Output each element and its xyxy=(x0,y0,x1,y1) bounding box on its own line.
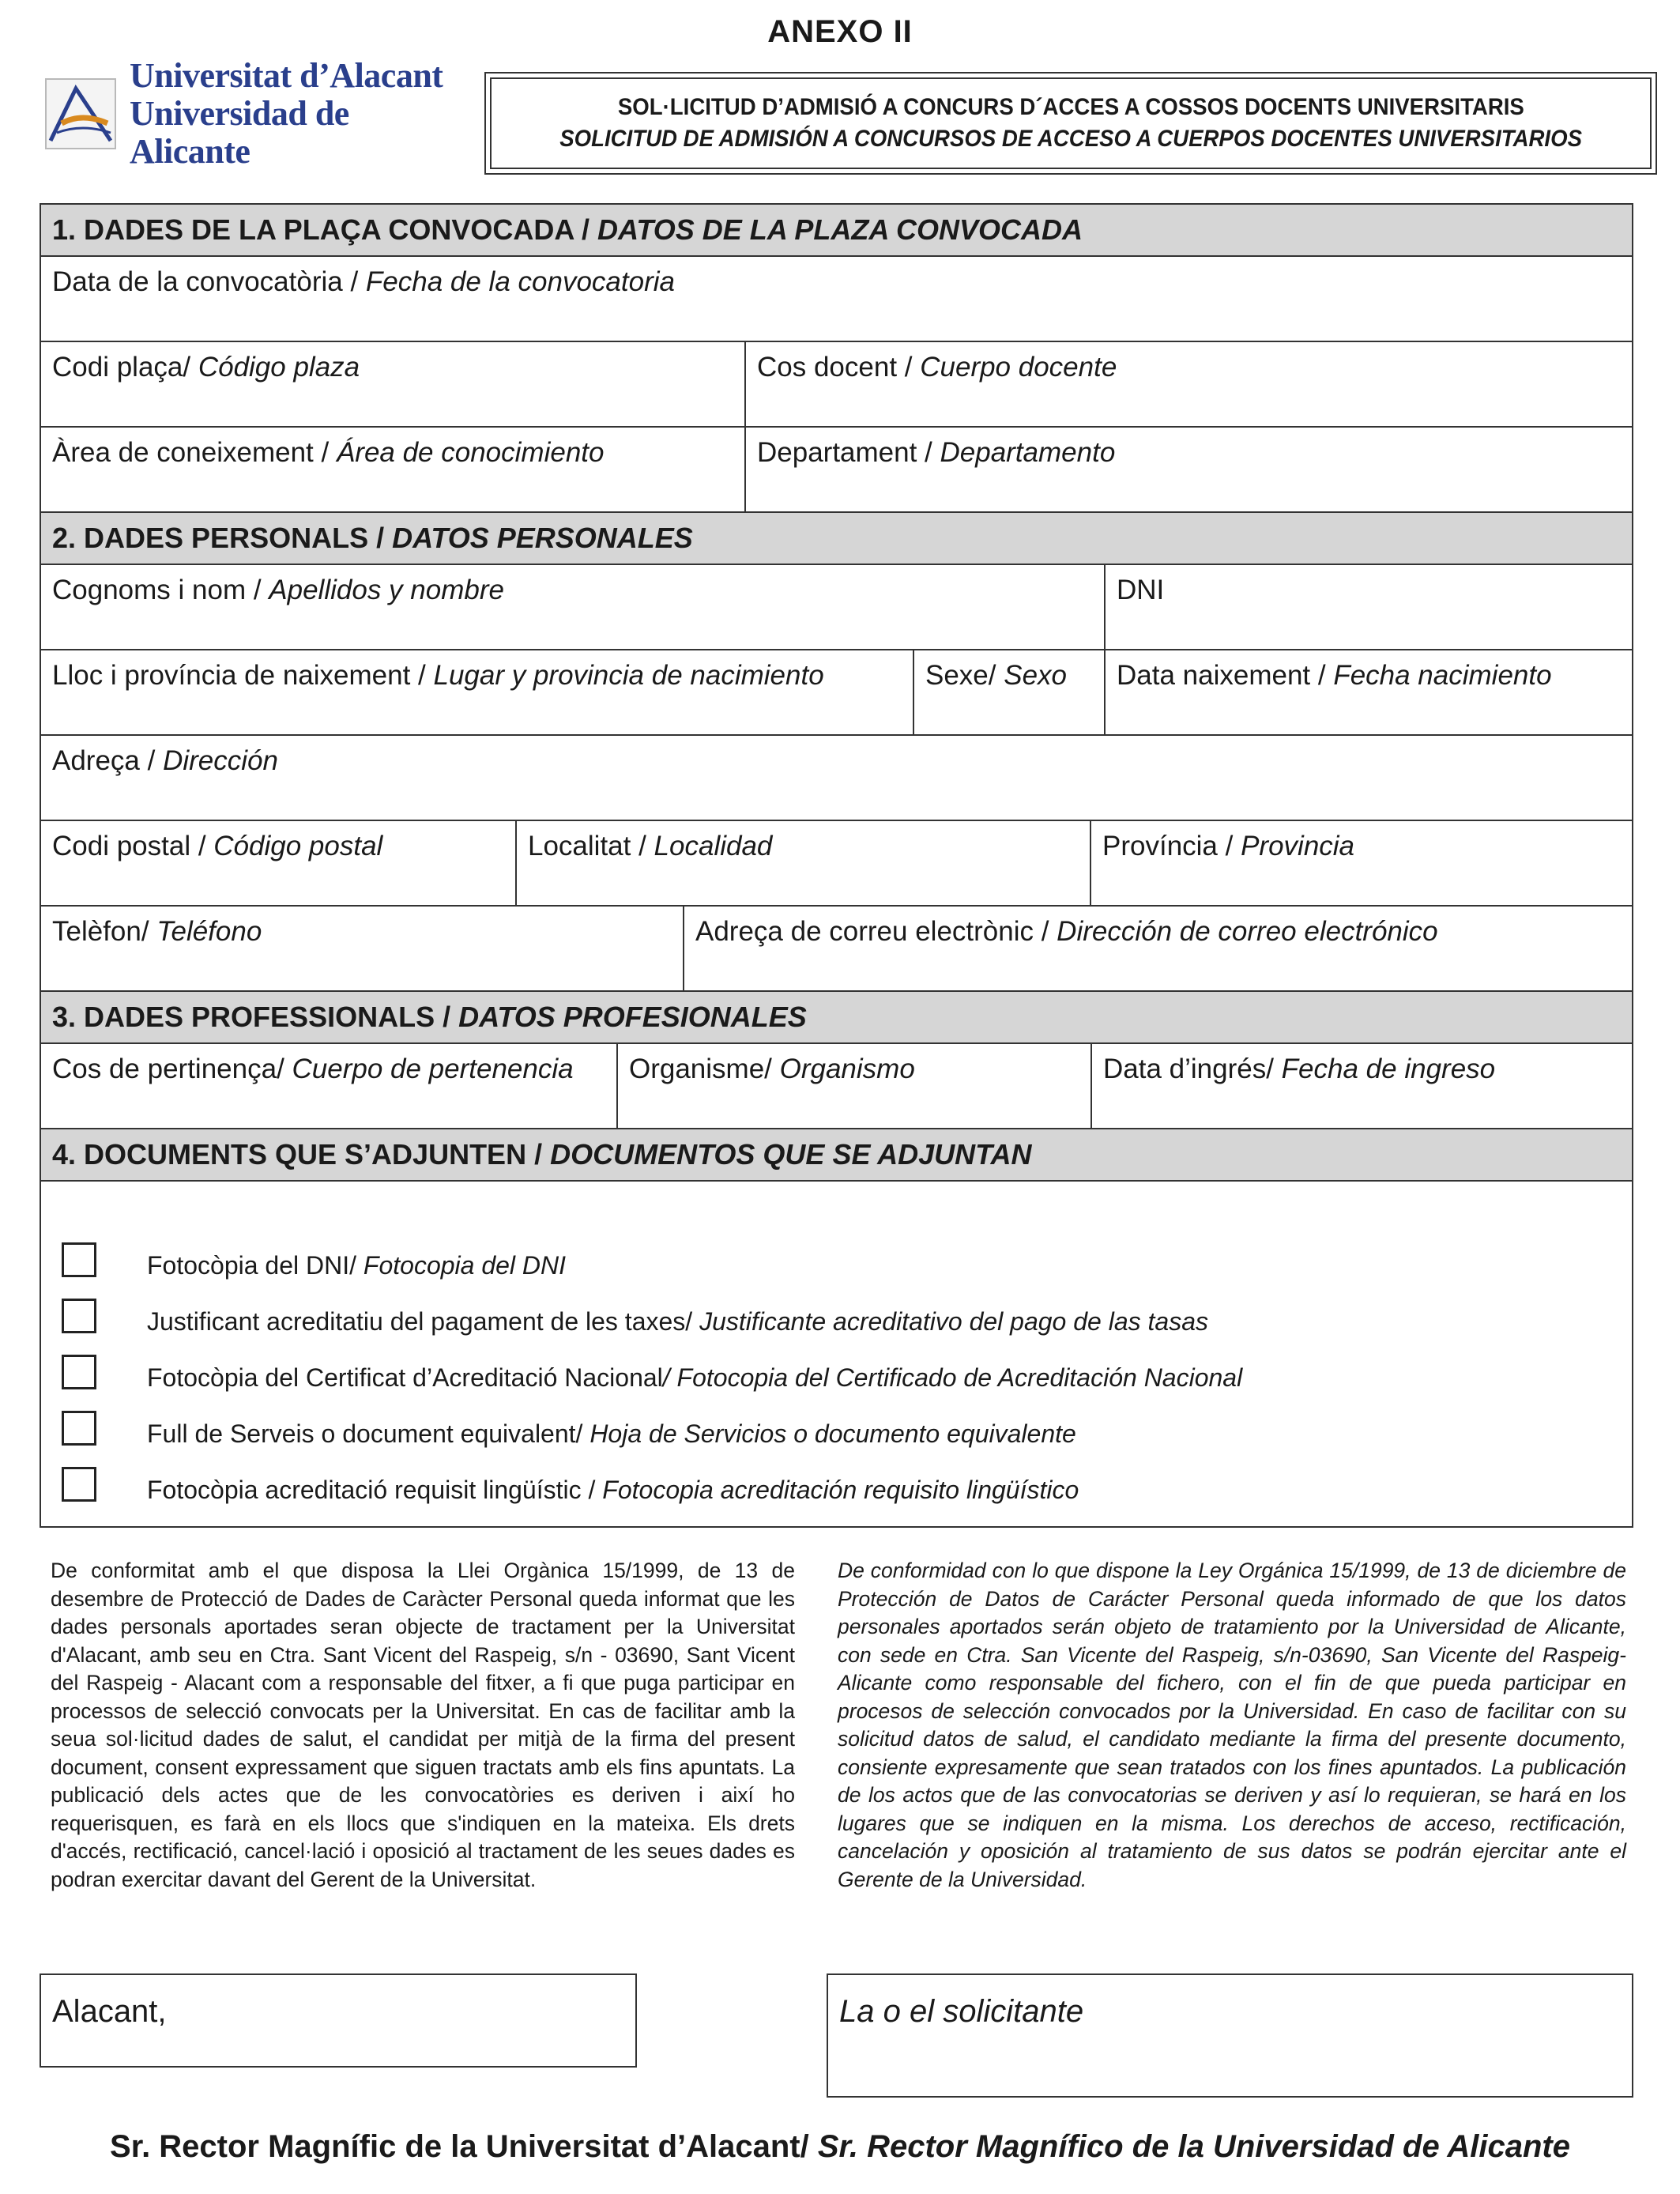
knowledge-area-field[interactable]: Àrea de coneixement / Área de conocimiento xyxy=(52,437,605,468)
section-personal-header: 2. DADES PERSONALS / DATOS PERSONALES xyxy=(41,513,1632,565)
data-protection-notice-es: De conformidad con lo que dispone la Ley Orgánica 15/1999, de 13 de diciembre de Protección de Datos de Carácter Personal queda informado de que los datos personales aportados serán objeto de tratamiento por la Universidad de Alicante, con sede en Ctra. San Vicente del Raspeig, s/n-03690, San Vicente del Raspeig-Alicante como responsable del fichero, con el fin de que pueda participar en procesos de selección convocados por la Universidad. En caso de facilitar con su solicitud datos de salud, el candidato mediante la firma del presente documento, consiente expresamente que sean tratados con los fines apuntados. La publicación de los actos que de las convocatorias se deriven y así lo requieran, se hará en los lugares que se indiquen en la misma. Los derechos de acceso, rectificación, cancelación y oposición al tratamiento de sus datos se podrán ejercitar ante el Gerente de la Universidad. xyxy=(838,1559,1626,1891)
birthdate-field[interactable]: Data naixement / Fecha nacimiento xyxy=(1104,650,1632,734)
section-professional-header: 3. DADES PROFESSIONALS / DATOS PROFESIONALES xyxy=(41,992,1632,1044)
locality-field[interactable]: Localitat / Localidad xyxy=(515,821,1090,905)
entry-date-field[interactable]: Data d’ingrés/ Fecha de ingreso xyxy=(1090,1044,1632,1128)
annex-title: ANEXO II xyxy=(767,14,913,49)
section-position-header: 1. DADES DE LA PLAÇA CONVOCADA / DATOS DE LA PLAZA CONVOCADA xyxy=(41,205,1632,257)
fee-payment-checkbox[interactable] xyxy=(62,1299,96,1333)
form-title-box xyxy=(484,72,1657,175)
addressee-footer: Sr. Rector Magnífic de la Universitat d’Alacant/ Sr. Rector Magnífico de la Universidad de Alicante xyxy=(110,2129,1570,2164)
document-item: Fotocòpia acreditació requisit lingüístic / Fotocopia acreditación requisito lingüístico xyxy=(62,1453,1632,1510)
service-record-checkbox[interactable] xyxy=(62,1411,96,1446)
phone-field[interactable]: Telèfon/ Teléfono xyxy=(52,916,262,947)
document-item: Fotocòpia del Certificat d’Acreditació Nacional/ Fotocopia del Certificado de Acreditación Nacional xyxy=(62,1341,1632,1397)
data-protection-notice-ca: De conformitat amb el que disposa la Llei Orgànica 15/1999, de 13 de desembre de Protecció de Dades de Caràcter Personal queda informat que les dades personals aportades seran objecte de tractament per la Universitat d'Alacant, amb seu en Ctra. Sant Vicent del Raspeig, s/n - 03690, Sant Vicent del Raspeig - Alacant com a responsable del fitxer, a fi que puga participar en processos de selecció convocats per la Universitat. En cas de facilitar amb la seua sol·licitud dades de salut, el candidat per mitjà de la firma del present document, consent expressament que siguen tractats amb els fins apuntats. La publicació dels actes que de les convocatòries es deriven i així ho requerisquen, es farà en els llocs que s'indiquen en la mateixa. Els drets d'accés, rectificació, cancel·lació i oposició al tractament de les seues dades es podran exercitar davant del Gerent de la Universitat. xyxy=(51,1559,795,1891)
email-field[interactable]: Adreça de correu electrònic / Dirección de correo electrónico xyxy=(683,907,1632,990)
department-field[interactable]: Departament / Departamento xyxy=(744,428,1632,511)
document-item: Justificant acreditatiu del pagament de les taxes/ Justificante acreditativo del pago de las tasas xyxy=(62,1285,1632,1341)
logo-line-es: Universidad de Alicante xyxy=(130,94,349,171)
organism-field[interactable]: Organisme/ Organismo xyxy=(616,1044,1090,1128)
logo-line-ca: Universitat d’Alacant xyxy=(130,56,443,95)
document-item: Full de Serveis o document equivalent/ Hoja de Servicios o documento equivalente xyxy=(62,1397,1632,1453)
faculty-body-field[interactable]: Cos docent / Cuerpo docente xyxy=(744,342,1632,426)
dni-copy-checkbox[interactable] xyxy=(62,1242,96,1277)
document-item: Fotocòpia del DNI/ Fotocopia del DNI xyxy=(62,1229,1632,1285)
birthplace-field[interactable]: Lloc i província de naixement / Lugar y provincia de nacimiento xyxy=(52,660,824,691)
call-date-field[interactable]: Data de la convocatòria / Fecha de la convocatoria xyxy=(52,266,675,297)
language-requirement-checkbox[interactable] xyxy=(62,1467,96,1502)
application-form xyxy=(40,203,1633,1528)
section-documents-header: 4. DOCUMENTS QUE S’ADJUNTEN / DOCUMENTOS QUE SE ADJUNTAN xyxy=(41,1129,1632,1182)
full-name-field[interactable]: Cognoms i nom / Apellidos y nombre xyxy=(52,575,504,605)
position-code-field[interactable]: Codi plaça/ Código plaza xyxy=(52,352,360,383)
postal-code-field[interactable]: Codi postal / Código postal xyxy=(52,831,383,861)
form-title-ca: SOL·LICITUD D’ADMISIÓ A CONCURS D´ACCES A COSSOS DOCENTS UNIVERSITARIS xyxy=(617,94,1524,120)
dni-field[interactable]: DNI xyxy=(1104,565,1632,649)
applicant-signature-field[interactable]: La o el solicitante xyxy=(827,1973,1633,2098)
form-title-es: SOLICITUD DE ADMISIÓN A CONCURSOS DE ACCESO A CUERPOS DOCENTES UNIVERSITARIOS xyxy=(559,126,1582,152)
place-date-field[interactable]: Alacant, xyxy=(40,1973,637,2068)
address-field[interactable]: Adreça / Dirección xyxy=(52,745,278,776)
national-accreditation-checkbox[interactable] xyxy=(62,1355,96,1389)
sex-field[interactable]: Sexe/ Sexo xyxy=(913,650,1104,734)
province-field[interactable]: Província / Provincia xyxy=(1090,821,1632,905)
documents-list xyxy=(41,1182,1632,1526)
body-membership-field[interactable]: Cos de pertinença/ Cuerpo de pertenencia xyxy=(52,1054,574,1084)
university-logo xyxy=(44,56,471,171)
university-emblem-icon xyxy=(44,77,117,150)
